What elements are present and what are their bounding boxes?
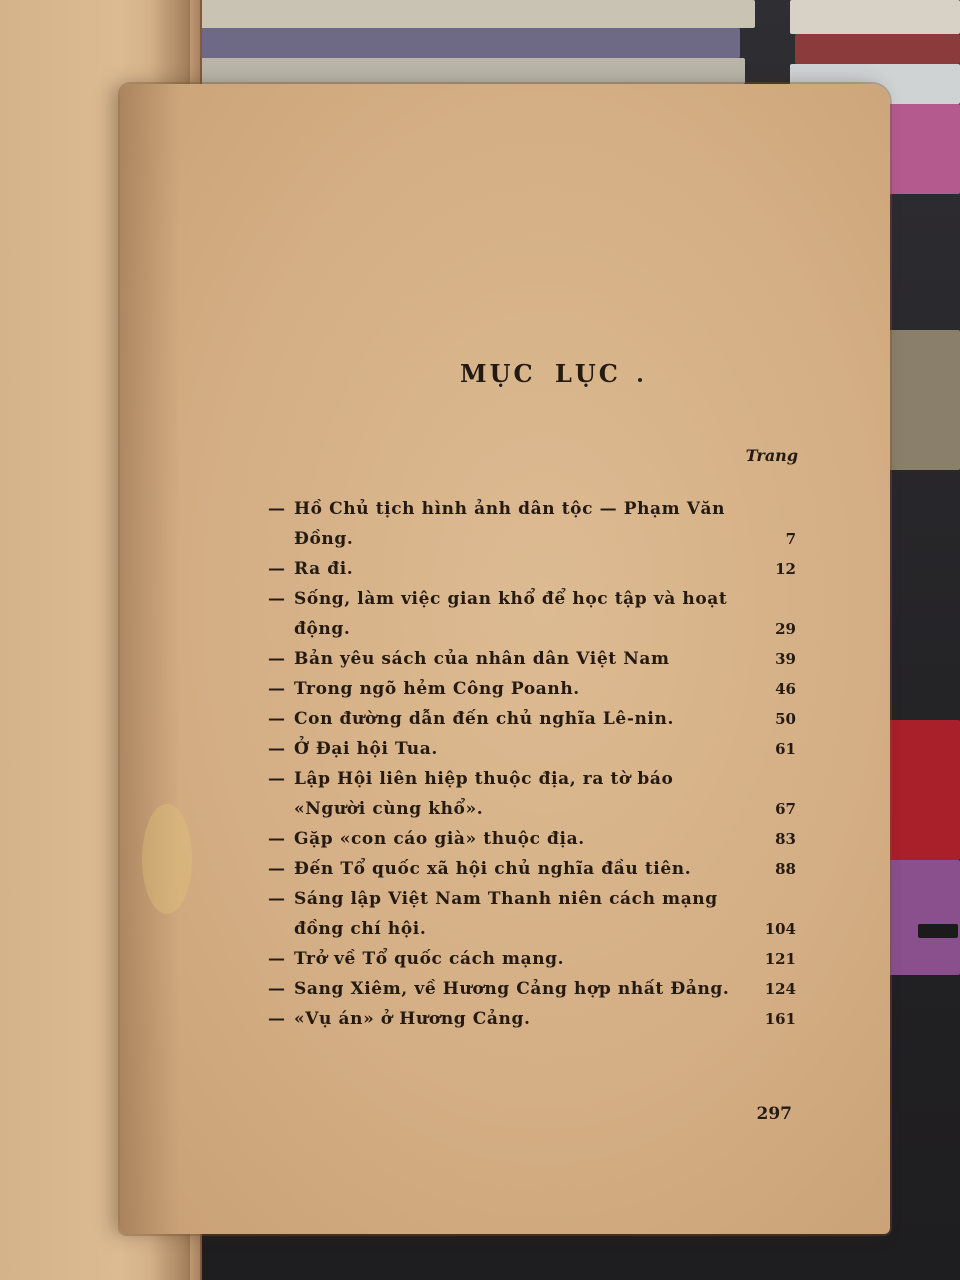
entry-page: 121 xyxy=(764,950,796,968)
page-number: 297 xyxy=(756,1104,792,1124)
gutter-shadow xyxy=(120,84,180,1234)
entry-dash: — xyxy=(268,889,285,909)
entry-title: Ở Đại hội Tua. xyxy=(294,739,438,759)
entry-title: Sống, làm việc gian khổ để học tập và hoạt động. xyxy=(294,589,728,639)
toc-entry xyxy=(268,644,796,674)
toc-entry xyxy=(268,854,796,884)
toc-entry xyxy=(268,764,796,824)
entry-title: «Vụ án» ở Hương Cảng. xyxy=(294,1009,531,1029)
entry-dash: — xyxy=(268,739,285,759)
entry-dash: — xyxy=(268,709,285,729)
entry-dash: — xyxy=(268,679,285,699)
toc-entry xyxy=(268,1004,796,1034)
entry-page: 161 xyxy=(764,1010,796,1028)
entry-dash: — xyxy=(268,1009,285,1029)
entry-title: Đến Tổ quốc xã hội chủ nghĩa đầu tiên. xyxy=(294,859,692,879)
entry-title: Ra đi. xyxy=(294,559,354,579)
entry-dash: — xyxy=(268,649,285,669)
entry-dash: — xyxy=(268,859,285,879)
entry-title: Trở về Tổ quốc cách mạng. xyxy=(294,949,565,969)
background-book xyxy=(180,28,740,58)
book-page xyxy=(120,84,890,1234)
entry-title: Gặp «con cáo già» thuộc địa. xyxy=(294,829,585,849)
toc-entry xyxy=(268,944,796,974)
page-title: MỤC LỤC xyxy=(460,359,621,388)
entry-page: 83 xyxy=(775,830,796,848)
entry-title: Trong ngõ hẻm Công Poanh. xyxy=(294,679,580,699)
entry-title: Sang Xiêm, về Hương Cảng hợp nhất Đảng. xyxy=(294,979,730,999)
ink-dot xyxy=(638,378,642,382)
toc-entry xyxy=(268,554,796,584)
entry-dash: — xyxy=(268,769,285,789)
toc-entry xyxy=(268,584,796,644)
entry-dash: — xyxy=(268,499,285,519)
entry-dash: — xyxy=(268,589,285,609)
entry-title: Bản yêu sách của nhân dân Việt Nam xyxy=(294,649,670,669)
entry-page: 29 xyxy=(775,620,796,638)
page-column-label: Trang xyxy=(745,446,798,465)
entry-page: 39 xyxy=(775,650,796,668)
paper-stain xyxy=(142,804,192,914)
entry-page: 104 xyxy=(764,920,796,938)
background-book xyxy=(175,0,755,28)
entry-page: 12 xyxy=(775,560,796,578)
entry-dash: — xyxy=(268,949,285,969)
entry-page: 50 xyxy=(775,710,796,728)
toc-entry xyxy=(268,704,796,734)
background-book xyxy=(880,330,960,470)
toc-entry xyxy=(268,734,796,764)
background-book xyxy=(880,860,960,975)
toc-entry xyxy=(268,884,796,944)
background-book xyxy=(880,720,960,860)
background-book xyxy=(185,58,745,84)
background-book xyxy=(795,34,960,64)
entry-page: 46 xyxy=(775,680,796,698)
entry-page: 88 xyxy=(775,860,796,878)
entry-page: 67 xyxy=(775,800,796,818)
entry-page: 124 xyxy=(764,980,796,998)
table-of-contents xyxy=(268,494,796,1034)
entry-dash: — xyxy=(268,559,285,579)
entry-page: 61 xyxy=(775,740,796,758)
entry-title: Con đường dẫn đến chủ nghĩa Lê-nin. xyxy=(294,709,674,729)
background-book xyxy=(880,104,960,194)
toc-entry xyxy=(268,824,796,854)
background-book xyxy=(790,0,960,34)
entry-page: 7 xyxy=(785,530,796,548)
spine-label xyxy=(918,924,958,938)
entry-dash: — xyxy=(268,979,285,999)
toc-entry xyxy=(268,494,796,554)
entry-title: Hồ Chủ tịch hình ảnh dân tộc — Phạm Văn Đồng. xyxy=(294,499,726,549)
toc-entry xyxy=(268,674,796,704)
entry-dash: — xyxy=(268,829,285,849)
entry-title: Sáng lập Việt Nam Thanh niên cách mạng đồng chí hội. xyxy=(294,889,718,939)
entry-title: Lập Hội liên hiệp thuộc địa, ra tờ báo «Người cùng khổ». xyxy=(294,769,674,819)
toc-entry xyxy=(268,974,796,1004)
